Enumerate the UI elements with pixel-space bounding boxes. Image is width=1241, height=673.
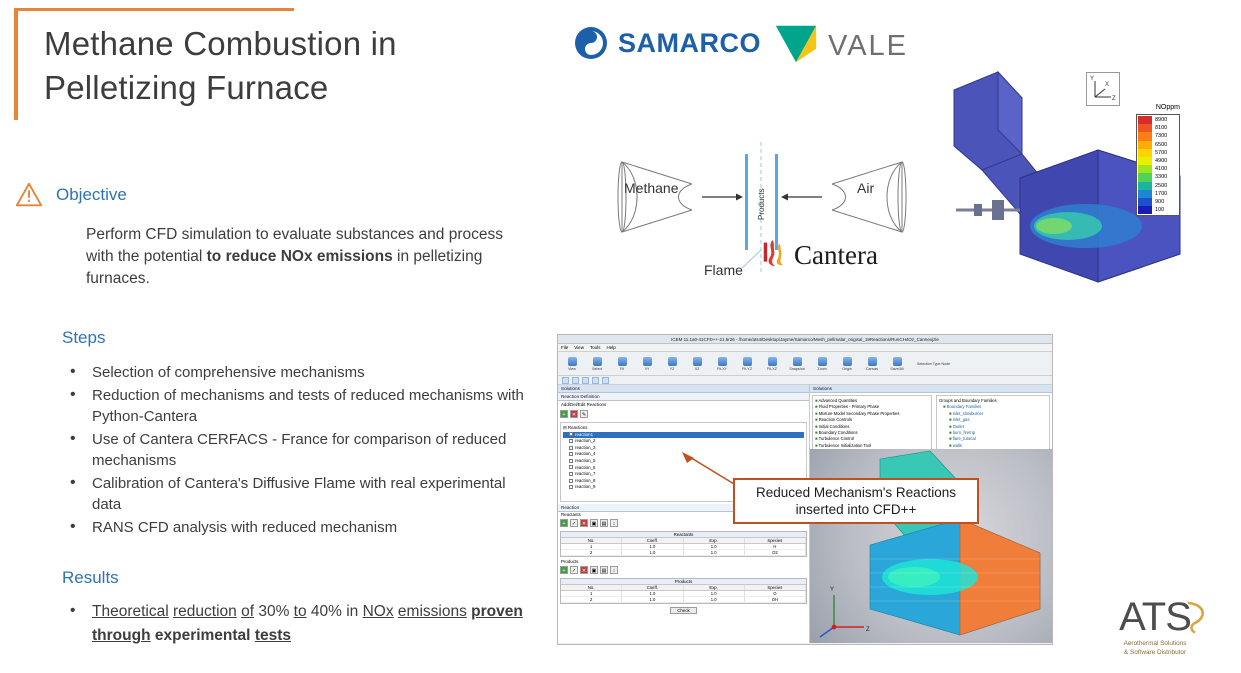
list-item: • Calibration of Cantera's Diffusive Flame with real experimental data (62, 473, 532, 515)
toolbar-button[interactable] (688, 357, 706, 371)
reactants-table-body (561, 544, 806, 556)
objective-section (14, 180, 534, 290)
table-cell: O2 (745, 550, 806, 555)
svg-text:Z: Z (866, 627, 870, 633)
cantera-logo (762, 238, 878, 273)
results-text-fragment: to (293, 603, 307, 620)
solutions-panel-header: Solutions (558, 385, 809, 393)
ats-tagline (1087, 639, 1223, 657)
toolbar-button[interactable] (563, 357, 581, 371)
table-cell: 1 (561, 544, 622, 549)
toolbar-button[interactable] (663, 357, 681, 371)
checkbox[interactable] (569, 452, 573, 456)
toolbar-icon-3[interactable] (582, 377, 589, 384)
svg-text:X: X (1105, 82, 1110, 88)
legend-entry (1138, 149, 1178, 157)
toolbar-button-icon (893, 357, 902, 366)
table-row[interactable] (561, 597, 806, 603)
cantera-wordmark: Cantera (794, 240, 878, 270)
toolbar-button-label: Fit-XZ (767, 366, 777, 371)
toolbar-icon-1[interactable] (562, 377, 569, 384)
check-button[interactable]: Check (670, 607, 696, 614)
list-item: • RANS CFD analysis with reduced mechanism (62, 517, 532, 538)
tree-node-icon: ■ (949, 430, 952, 436)
legend-swatch (1138, 116, 1152, 124)
objective-text-after: in pelletizing furnaces. (86, 248, 483, 287)
sort-product-button[interactable]: ↕ (610, 566, 618, 574)
table-cell: 1.0 (684, 544, 745, 549)
legend-entry (1138, 141, 1178, 149)
legend-entry (1138, 165, 1178, 173)
products-table-body (561, 591, 806, 603)
checkbox[interactable] (569, 472, 573, 476)
toolbar-button-icon (868, 357, 877, 366)
toolbar-button-icon (568, 357, 577, 366)
tree-node-icon: ■ (949, 423, 952, 429)
toolbar-button[interactable] (888, 357, 906, 371)
legend-value: 100 (1155, 207, 1165, 214)
samarco-logo (574, 26, 761, 60)
results-text (62, 600, 552, 648)
legend-value: 7300 (1155, 133, 1168, 140)
legend-value: 6500 (1155, 141, 1168, 148)
legend-entry (1138, 116, 1178, 124)
software-toolbar[interactable] (558, 352, 1052, 376)
toolbar-button-icon (843, 357, 852, 366)
table-cell: 1.0 (684, 597, 745, 602)
groups-families-tree[interactable] (936, 395, 1050, 455)
title-block (14, 8, 494, 110)
legend-entry (1138, 206, 1178, 214)
toolbar-button-icon (693, 357, 702, 366)
reactants-table-title: Reactants (561, 532, 806, 538)
toolbar-button-icon (818, 357, 827, 366)
software-menubar[interactable] (558, 344, 1052, 352)
reactants-label: Reactants (561, 512, 581, 517)
toolbar-button-label: XZ (694, 366, 700, 371)
legend-title: NOppm (1155, 104, 1180, 111)
legend-swatch (1138, 132, 1152, 140)
table-cell: 2 (561, 597, 622, 602)
legend-value: 8100 (1155, 125, 1168, 132)
toolbar-icon-5[interactable] (602, 377, 609, 384)
objective-heading: Objective (56, 185, 127, 204)
table-cell: 1.0 (622, 591, 683, 596)
results-text-fragment: of (241, 603, 255, 620)
tree-node-icon: ■ (815, 436, 818, 442)
svg-text:Products: Products (757, 188, 766, 220)
reaction-header: Reaction (558, 504, 809, 512)
tree-item[interactable]: reaction_8 (563, 478, 804, 485)
tree-item[interactable]: ■ burn_firetrip (949, 430, 976, 436)
tree-item[interactable]: ■ flare_tutorial (949, 436, 976, 442)
toolbar-button-label: Zoom (817, 366, 827, 371)
tree-node-icon: ■ (815, 423, 818, 429)
toolbar-button-label: Save/All (890, 366, 904, 371)
toolbar-button-icon (618, 357, 627, 366)
legend-value: 4900 (1155, 157, 1168, 164)
column-header: No. (561, 585, 622, 590)
legend-swatch (1138, 141, 1152, 149)
steps-heading: Steps (62, 328, 106, 347)
check-button-row[interactable] (558, 606, 809, 614)
legend-entry (1138, 132, 1178, 140)
selection-type-label: Selection Type Node (917, 361, 951, 366)
tree-node-icon: ■ (949, 410, 952, 416)
legend-value: 5700 (1155, 149, 1168, 156)
toolbar-button-label: YZ (669, 366, 675, 371)
toolbar-button-label: Fit-XY (717, 366, 727, 371)
reaction-definition-header: Reaction Definition (558, 393, 809, 401)
tree-node-icon: ■ (815, 404, 818, 410)
vale-mark-icon (772, 20, 820, 73)
add-product-button[interactable]: + (560, 566, 568, 574)
nox-colorbar-legend (1136, 114, 1180, 216)
legend-value: 2500 (1155, 182, 1168, 189)
conditions-tree[interactable] (812, 395, 932, 455)
tree-item[interactable]: reaction_3 (563, 445, 804, 452)
toolbar-icon-2[interactable] (572, 377, 579, 384)
tree-item[interactable]: reaction_6 (563, 465, 804, 472)
legend-value: 1700 (1155, 190, 1168, 197)
paste-reactant-button[interactable]: ▤ (601, 521, 607, 527)
sort-reactant-button[interactable]: ↕ (610, 519, 618, 527)
ats-logo (1087, 597, 1223, 657)
tree-item[interactable]: ■ Turbulence Initialization Tool (815, 442, 872, 448)
toolbar-button-label: XY (644, 366, 650, 371)
toolbar-button-icon (793, 357, 802, 366)
checkbox[interactable] (569, 479, 573, 483)
products-buttons[interactable] (558, 564, 809, 576)
table-cell: 1.0 (622, 544, 683, 549)
toolbar-button-label: Origin (842, 366, 852, 371)
schematic-label-flame: Flame (704, 262, 743, 278)
tree-item[interactable]: ■ Initial Conditions (815, 423, 850, 429)
results-text-fragment: proven (471, 603, 523, 620)
remove-reactant-button[interactable]: ✕ (581, 521, 587, 527)
tree-item[interactable]: reaction_4 (563, 451, 804, 458)
samarco-wordmark: SAMARCO (618, 27, 761, 58)
table-cell: 1.0 (622, 597, 683, 602)
objective-header (14, 180, 534, 210)
column-header: Coeff. (622, 538, 683, 543)
software-secondary-toolbar[interactable] (558, 376, 1052, 385)
list-item: • Selection of comprehensive mechanisms (62, 362, 532, 383)
right-panel-header: Solutions (810, 385, 1052, 393)
toolbar-button[interactable] (763, 357, 781, 371)
add-reactant-button[interactable]: + (560, 519, 568, 527)
tree-item[interactable]: ■ inlet_slowburner (949, 410, 984, 416)
legend-swatch (1138, 165, 1152, 173)
legend-swatch (1138, 124, 1152, 132)
toolbar-button[interactable] (588, 357, 606, 371)
tree-item[interactable]: ■ Boundary Families (943, 404, 982, 410)
tree-node-icon: ■ (815, 442, 818, 448)
legend-swatch (1138, 157, 1152, 165)
tree-item[interactable]: ■ walls (949, 442, 963, 448)
ats-tagline-line2: & Software Distributor (1123, 649, 1187, 656)
toolbar-button-icon (768, 357, 777, 366)
toolbar-icon-4[interactable] (592, 377, 599, 384)
legend-value: 900 (1155, 198, 1165, 205)
table-cell: 2 (561, 550, 622, 555)
table-cell: 1.0 (684, 591, 745, 596)
legend-entry (1138, 190, 1178, 198)
column-header: No. (561, 538, 622, 543)
tree-node-icon: ■ (815, 410, 818, 416)
list-item: • Use of Cantera CERFACS - France for comparison of reduced mechanisms (62, 429, 532, 471)
column-header: Species (745, 585, 806, 590)
toolbar-button-icon (643, 357, 652, 366)
checkbox[interactable] (569, 439, 573, 443)
tree-item[interactable]: ■ Mixture Model Secondary Phase Properties (815, 410, 900, 416)
tree-item[interactable]: ■ Fluid Properties - Primary Phase (815, 404, 880, 410)
add-reaction-button[interactable]: + (560, 410, 568, 418)
toolbar-button[interactable] (638, 357, 656, 371)
checkbox[interactable] (569, 485, 573, 489)
vale-wordmark: VALE (828, 30, 909, 62)
steps-section (62, 328, 532, 540)
tree-node-icon: ■ (949, 442, 952, 448)
column-header: Coeff. (622, 585, 683, 590)
tree-root[interactable]: ⊟ Reactions (563, 425, 588, 430)
objective-text-bold: to reduce NOx emissions (206, 248, 393, 265)
table-row[interactable] (561, 550, 806, 556)
tree-node-icon: ■ (815, 430, 818, 436)
table-cell: O (745, 591, 806, 596)
toolbar-button-label: Fit-YZ (742, 366, 752, 371)
edit-reaction-button[interactable]: ✎ (581, 412, 587, 418)
objective-text (86, 224, 506, 290)
tree-item[interactable]: reaction_7 (563, 471, 804, 478)
warning-triangle-icon (14, 180, 44, 210)
page-title: Methane Combustion in Pelletizing Furnace (44, 25, 397, 106)
tree-item[interactable]: ■ Advanced Quantities (815, 398, 858, 403)
results-text-fragment: through (92, 627, 151, 644)
toolbar-button[interactable] (713, 357, 731, 371)
toolbar-button[interactable] (738, 357, 756, 371)
tree-node-icon: ■ (943, 404, 946, 410)
menu-item[interactable]: File (561, 345, 569, 350)
tree-node-icon: ■ (815, 417, 818, 423)
toolbar-button-label: View (568, 366, 576, 371)
legend-entry (1138, 157, 1178, 165)
cantera-mark-icon (762, 238, 788, 273)
legend-value: 8900 (1155, 117, 1168, 123)
results-text-fragment: experimental (154, 627, 251, 644)
legend-swatch (1138, 198, 1152, 206)
reactants-table (560, 531, 807, 557)
menu-item[interactable]: Help (606, 345, 616, 350)
tree-item[interactable]: reaction_5 (563, 458, 804, 465)
legend-value: 4100 (1155, 166, 1168, 173)
toolbar-button[interactable] (863, 357, 881, 371)
legend-entry (1138, 124, 1178, 132)
checkbox[interactable] (569, 432, 573, 436)
axis-orientation-widget (1086, 72, 1120, 106)
column-header: Species (745, 538, 806, 543)
table-cell: H (745, 544, 806, 549)
products-label: Products (561, 559, 579, 564)
table-cell: 1 (561, 591, 622, 596)
results-text-fragment: Theoretical (92, 603, 169, 620)
list-item: • Reduction of mechanisms and tests of reduced mechanisms with Python-Cantera (62, 385, 532, 427)
cfd-furnace-render (936, 58, 1206, 298)
delete-reaction-button[interactable]: ✕ (571, 412, 577, 418)
results-text-fragment: reduction (173, 603, 237, 620)
callout-box: Reduced Mechanism's Reactions inserted into CFD++ (733, 478, 979, 524)
svg-text:Y: Y (1090, 76, 1095, 82)
schematic-label-air: Air (857, 180, 875, 196)
products-table (560, 578, 807, 604)
toolbar-button-icon (743, 357, 752, 366)
column-header: Exp. (684, 538, 745, 543)
legend-entry (1138, 198, 1178, 206)
toolbar-button-icon (668, 357, 677, 366)
legend-swatch (1138, 182, 1152, 190)
copy-reactant-button[interactable]: ▣ (591, 521, 597, 527)
toolbar-button-icon (718, 357, 727, 366)
toolbar-button[interactable] (838, 357, 856, 371)
toolbar-button-icon (593, 357, 602, 366)
svg-text:Y: Y (830, 587, 835, 593)
results-text-fragment: emissions (397, 603, 467, 620)
products-table-title: Products (561, 579, 806, 585)
confirm-reactant-button[interactable]: ✓ (571, 521, 577, 527)
ats-wordmark: ATS (1119, 595, 1191, 639)
vale-logo (772, 20, 908, 73)
toolbar-button-label: Snapshot (789, 366, 805, 371)
results-text-fragment: 30% (254, 603, 294, 620)
tree-item[interactable]: reaction_2 (563, 438, 804, 445)
legend-swatch (1138, 190, 1152, 198)
remove-product-button[interactable]: ✕ (581, 568, 587, 574)
tree-item[interactable]: ■ inlet_gas (949, 417, 970, 423)
legend-entry (1138, 173, 1178, 181)
tree-item[interactable]: ■ Outlet (949, 423, 964, 429)
legend-swatch (1138, 149, 1152, 157)
tree-item[interactable]: ■ Reaction Controls (815, 417, 852, 423)
table-cell: 1.0 (684, 550, 745, 555)
legend-entry (1138, 182, 1178, 190)
steps-list (62, 362, 532, 538)
objective-text-before: Perform CFD simulation to evaluate substances and process with the potential (86, 226, 503, 265)
results-text-fragment: NOx (362, 603, 394, 620)
table-cell: 1.0 (622, 550, 683, 555)
confirm-product-button[interactable]: ✓ (571, 568, 577, 574)
ats-swoosh-icon (1187, 599, 1209, 640)
schematic-label-methane: Methane (624, 180, 679, 196)
ats-tagline-line1: Aerothermal Solutions (1123, 640, 1187, 647)
checkbox[interactable] (569, 459, 573, 463)
toolbar-button-label: Canvas (865, 366, 879, 371)
tree-node-icon: ■ (949, 436, 952, 442)
toolbar-button-label: Fit (620, 366, 624, 371)
tree-item[interactable]: ■ Boundary Conditions (815, 430, 858, 436)
copy-product-button[interactable]: ▣ (591, 568, 597, 574)
checkbox[interactable] (569, 446, 573, 450)
add-del-edit-label: Add/Del/Edit Reactions (561, 402, 607, 407)
column-header: Exp. (684, 585, 745, 590)
checkbox[interactable] (569, 465, 573, 469)
samarco-mark-icon (574, 26, 608, 60)
legend-value: 3300 (1155, 174, 1168, 181)
results-text-fragment: tests (254, 627, 291, 644)
toolbar-button[interactable] (613, 357, 631, 371)
toolbar-button[interactable] (813, 357, 831, 371)
menu-item[interactable]: Tools (589, 345, 601, 350)
results-section (62, 568, 552, 648)
legend-swatch (1138, 206, 1152, 214)
reaction-buttons[interactable] (558, 408, 809, 420)
groups-tree-title: Groups and Boundary Families (939, 398, 997, 403)
toolbar-button[interactable] (788, 357, 806, 371)
toolbar-button-label: Select (592, 366, 602, 371)
tree-node-icon: ■ (949, 417, 952, 423)
legend-swatch (1138, 173, 1152, 181)
svg-text:Z: Z (1112, 96, 1116, 102)
tree-item[interactable]: reaction1 (563, 432, 804, 439)
paste-product-button[interactable]: ▤ (601, 568, 607, 574)
tree-item[interactable]: reaction_9 (563, 484, 804, 491)
table-cell: OH (745, 597, 806, 602)
tree-node-icon: ■ (815, 398, 818, 403)
results-heading: Results (62, 568, 119, 587)
tree-item[interactable]: ■ Turbulence Control (815, 436, 855, 442)
software-window-title: ICEM 11.1a0-41CFD++-21.5r26 - /home/ats4/Desktop/Jayme/Samarco/Mesh_pellmalar_origisal_19Reactions/RunCH4Oz_Cannexjzle (558, 335, 1052, 344)
menu-item[interactable]: View (574, 345, 584, 350)
results-text-fragment: 40% in (306, 603, 363, 620)
